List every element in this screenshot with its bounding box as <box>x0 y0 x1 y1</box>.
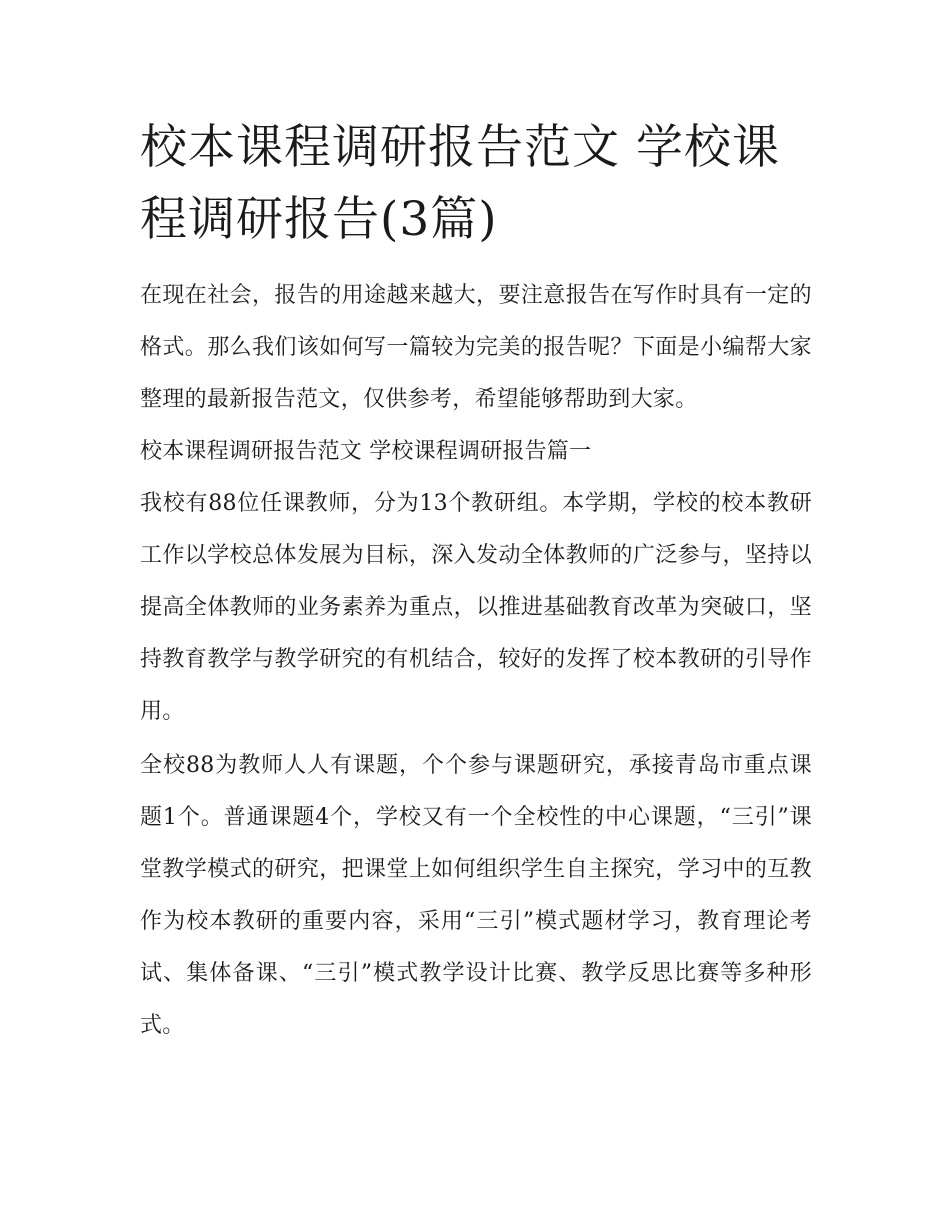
body-paragraph-2: 全校88为教师人人有课题，个个参与课题研究，承接青岛市重点课题1个。普通课题4个，学校又有一个全校性的中心课题，“三引”课堂教学模式的研究，把课堂上如何组织学生自主探究，学习中的互教作为校本教研的重要内容，采用“三引”模式题材学习，教育理论考试、集体备课、“三引”模式教学设计比赛、教学反思比赛等多种形式。 <box>140 753 812 1038</box>
document-title: 校本课程调研报告范文 学校课程调研报告(3篇) <box>140 120 780 247</box>
intro-paragraph: 在现在社会，报告的用途越来越大，要注意报告在写作时具有一定的格式。那么我们该如何写一篇较为完美的报告呢？下面是小编帮大家整理的最新报告范文，仅供参考，希望能够帮助到大家。 <box>140 283 812 412</box>
section-heading: 校本课程调研报告范文 学校课程调研报告篇一 <box>140 439 592 464</box>
body-paragraph-1: 我校有88位任课教师，分为13个教研组。本学期，学校的校本教研工作以学校总体发展为目标，深入发动全体教师的广泛参与，坚持以提高全体教师的业务素养为重点，以推进基础教育改革为突破口，坚持教育教学与教学研究的有机结合，较好的发挥了校本教研的引导作用。 <box>140 491 812 724</box>
document-content <box>140 112 812 1052</box>
